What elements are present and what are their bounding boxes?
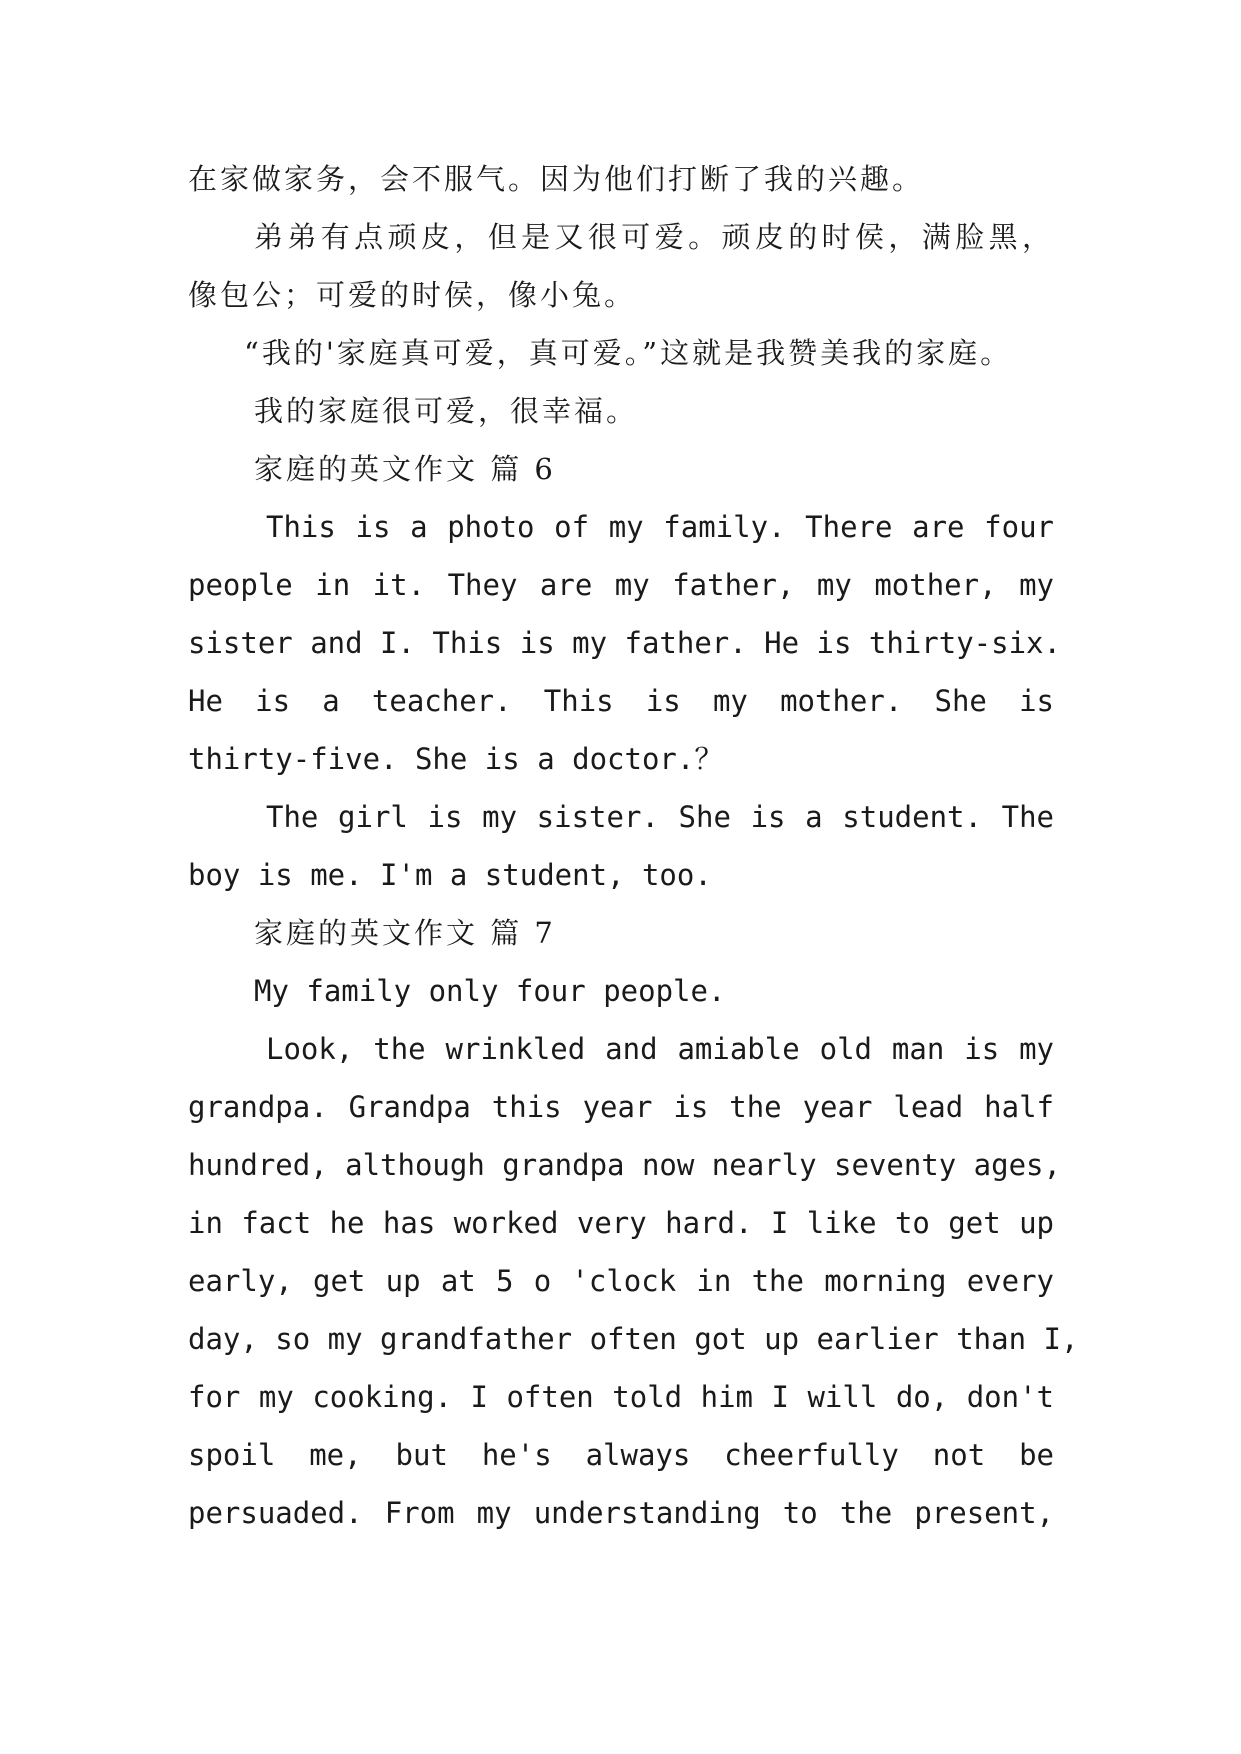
paragraph-four-people [188, 962, 1054, 1020]
text-line: hundred, although grandpa now nearly seventy ages, [188, 1148, 1061, 1182]
text-line: in fact he has worked very hard. I like to get up [188, 1206, 1054, 1240]
document-page [188, 150, 1079, 1542]
text-line: This is a photo of my family. There are four [266, 510, 1054, 544]
text-line: 弟弟有点顽皮，但是又很可爱。顽皮的时侯，满脸黑， [254, 220, 1054, 254]
text-line: day, so my grandfather often got up earlier than I, [188, 1322, 1079, 1356]
text-line: grandpa. Grandpa this year is the year lead half [188, 1090, 1054, 1124]
paragraph-grandpa [188, 1020, 1079, 1542]
paragraph-chores [188, 150, 1054, 208]
section-heading-6: 家庭的英文作文 篇 6 [254, 452, 556, 486]
text-line: My family only four people. [254, 974, 726, 1008]
text-line: 像包公；可爱的时侯，像小兔。 [188, 278, 637, 312]
text-line: early, get up at 5 o 'clock in the morning every [188, 1264, 1054, 1298]
text-line: for my cooking. I often told him I will do, don't [188, 1380, 1054, 1414]
text-line: “我的'家庭真可爱，真可爱。”这就是我赞美我的家庭。 [244, 336, 1013, 370]
text-line: The girl is my sister. She is a student. The [266, 800, 1054, 834]
section-heading-7: 家庭的英文作文 篇 7 [254, 916, 556, 950]
text-line: spoil me, but he's always cheerfully not be [188, 1438, 1054, 1472]
paragraph-happy [188, 382, 1054, 440]
text-line: 在家做家务，会不服气。因为他们打断了我的兴趣。 [188, 162, 925, 196]
paragraph-praise [188, 324, 1054, 382]
text-line: persuaded. From my understanding to the present, [188, 1496, 1054, 1530]
paragraph-family-photo [188, 498, 1061, 788]
paragraph-brother [188, 208, 1054, 324]
paragraph-sister [188, 788, 1054, 904]
text-line: thirty-five. She is a doctor.？ [188, 742, 724, 776]
text-line: sister and I. This is my father. He is thirty-six. [188, 626, 1061, 660]
text-line: 我的家庭很可爱，很幸福。 [254, 394, 639, 428]
text-line: He is a teacher. This is my mother. She is [188, 684, 1054, 718]
text-line: people in it. They are my father, my mother, my [188, 568, 1054, 602]
text-line: Look, the wrinkled and amiable old man is my [266, 1032, 1054, 1066]
text-line: boy is me. I'm a student, too. [188, 858, 712, 892]
